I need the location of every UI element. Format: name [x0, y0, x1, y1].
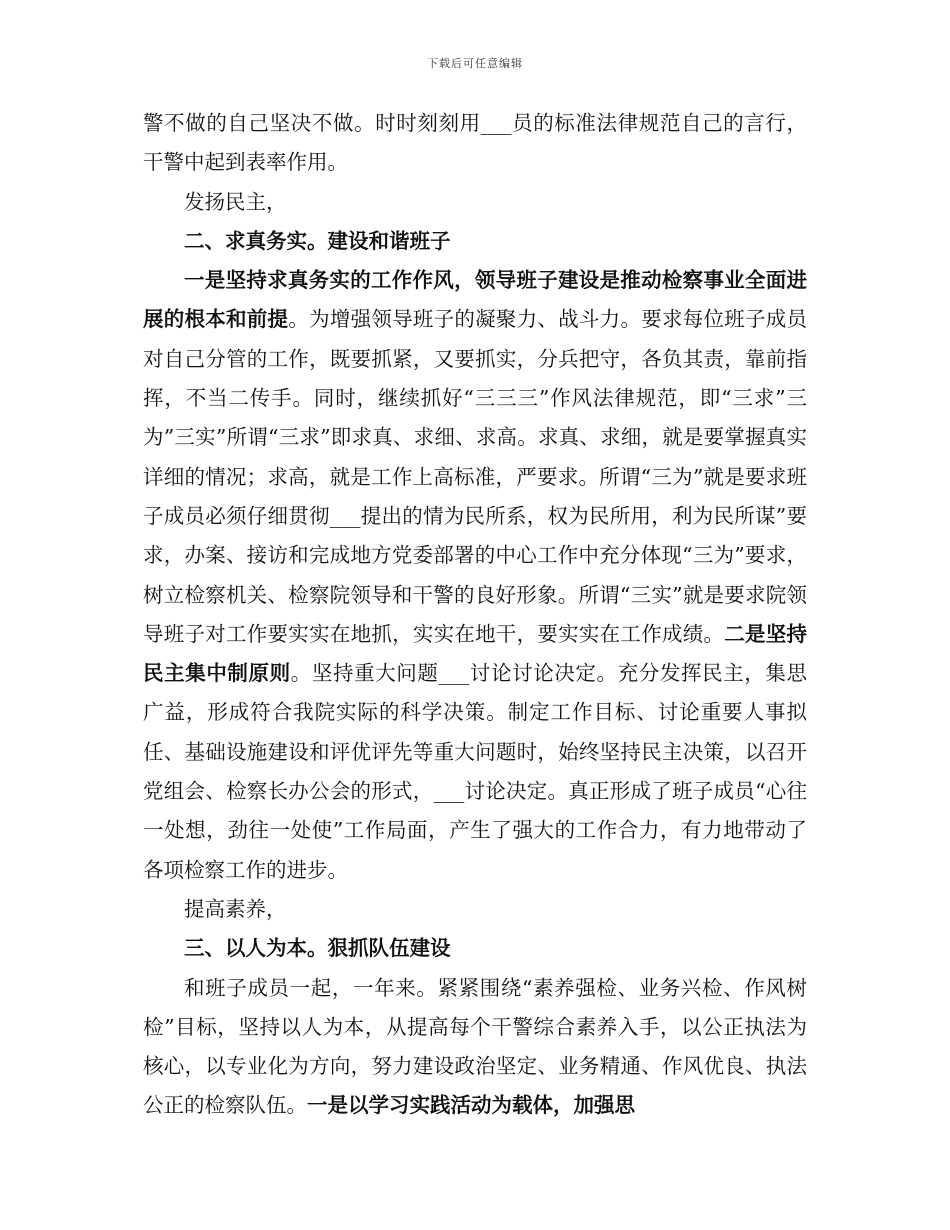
page-header: 下载后可任意编辑 — [427, 57, 523, 70]
paragraph-continuation: 警不做的自己坚决不做。时时刻刻用___员的标准法律规范自己的言行，干警中起到表率作用。 — [143, 111, 807, 175]
paragraph-short-1: 发扬民主， — [184, 189, 287, 214]
section-heading-3: 三、以人为本。狠抓队伍建设 — [184, 936, 451, 961]
paragraph-text-1: 。为增强领导班子的凝聚力、战斗力。要求每位班子成员对自己分管的工作，既要抓紧，又要抓实，分兵把守，各负其责，靠前指挥，不当二传手。同时，继续抓好“三三三”作风法律规范，即“三求”三为”三实”所谓“三求”即求真、求细、求高。求真、求细，就是要掌握真实详细的情况；求高，就是工作上高标准，严要求。所谓“三为”就是要求班子成员必须仔细贯彻___提出的情为民所系，权为民所用，利为民所谋”要求，办案、接访和完成地方党委部署的中心工作中充分体现“三为”要求，树立检察机关、检察院领导和干警的良好形象。所谓“三实”就是要求院领导班子对工作要实实在地抓，实实在地干，要实实在工作成绩。 — [143, 307, 808, 646]
paragraph-text-2: 。坚持重大问题___讨论讨论决定。充分发挥民主，集思广益，形成符合我院实际的科学决策。制定工作目标、讨论重要人事拟任、基础设施建设和评优评先等重大问题时，始终坚持民主决策，以召开党组会、检察长办公会的形式，___讨论决定。真正形成了班子成员“心往一处想，劲往一处使”工作局面，产生了强大的工作合力，有力地带动了各项检察工作的进步。 — [143, 661, 808, 882]
bold-lead-3: 一是以学习实践活动为载体，加强思 — [307, 1093, 635, 1118]
bold-lead-2: 二是坚持民主集中制原则 — [143, 621, 808, 686]
paragraph-section-2-body — [143, 261, 807, 890]
document-body — [143, 104, 807, 1126]
paragraph-section-3-body — [143, 969, 807, 1126]
section-heading-2: 二、求真务实。建设和谐班子 — [184, 228, 451, 253]
paragraph-text-3: 和班子成员一起，一年来。紧紧围绕“素养强检、业务兴检、作风树检”目标，坚持以人为本，从提高每个干警综合素养入手，以公正执法为核心，以专业化为方向，努力建设政治坚定、业务精通、作风优良、执法公正的检察队伍。 — [143, 975, 807, 1118]
bold-lead-1: 一是坚持求真务实的工作作风，领导班子建设是推动检察事业全面进展的根本和前提 — [143, 268, 807, 332]
paragraph-short-2: 提高素养， — [184, 896, 287, 921]
